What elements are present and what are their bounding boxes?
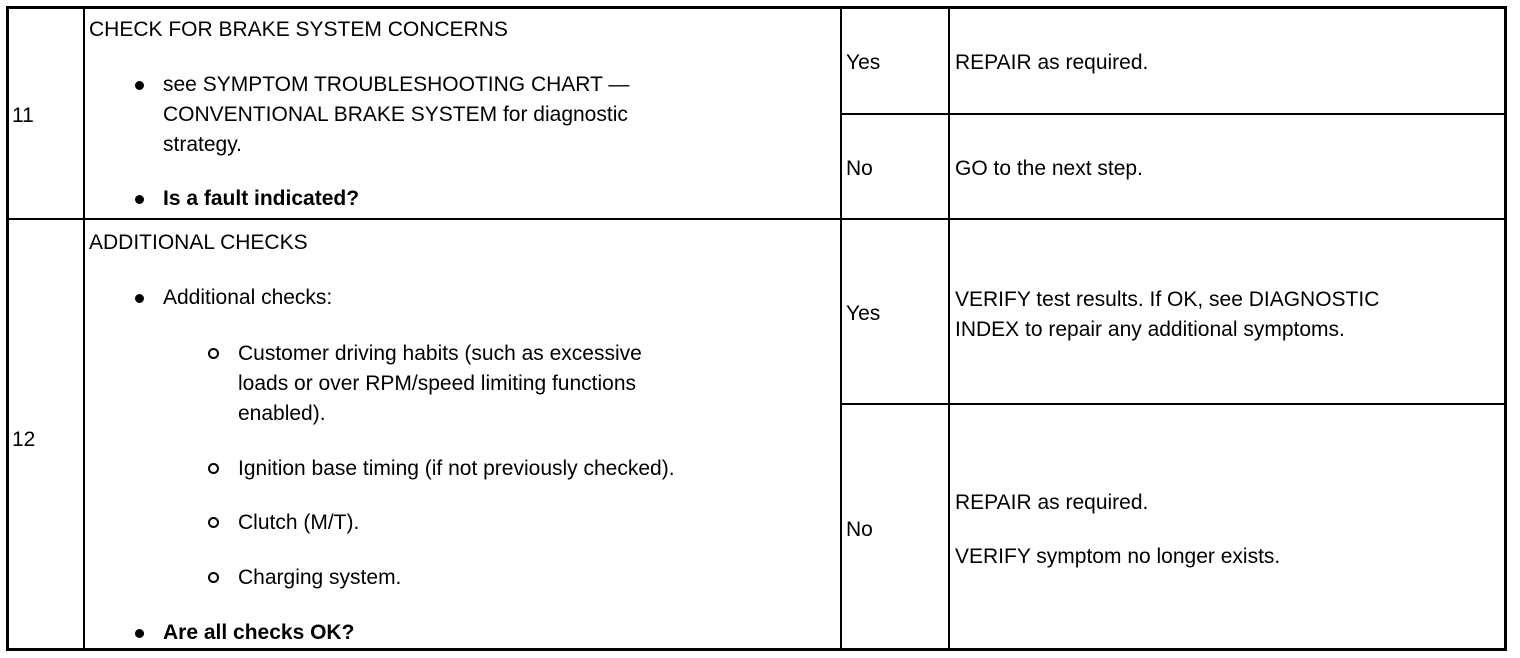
no-action: GO to the next step. [955, 157, 1143, 180]
column-divider-action [840, 9, 842, 648]
no-label: No [846, 518, 873, 541]
step-title: ADDITIONAL CHECKS [89, 231, 308, 254]
step-instruction: see SYMPTOM TROUBLESHOOTING CHART — [163, 73, 630, 96]
yes-action: INDEX to repair any additional symptoms. [955, 318, 1345, 341]
step-number: 12 [12, 428, 36, 451]
bullet-icon [135, 81, 144, 90]
yes-action: VERIFY test results. If OK, see DIAGNOSTIC [955, 288, 1380, 311]
sub-check-item: Customer driving habits (such as excessive [238, 342, 642, 365]
sub-check-item: Charging system. [238, 566, 402, 589]
yes-label: Yes [846, 302, 881, 325]
bullet-icon [135, 629, 144, 638]
bullet-icon [135, 195, 144, 204]
row-divider [9, 218, 1504, 220]
yes-label: Yes [846, 51, 881, 74]
step-number: 11 [12, 104, 34, 127]
bullet-icon [135, 294, 144, 303]
column-divider-step [83, 9, 85, 648]
sub-check-item: Clutch (M/T). [238, 511, 360, 534]
no-action: REPAIR as required. [955, 491, 1149, 514]
yes-no-divider-11 [840, 113, 1504, 115]
sub-bullet-icon [208, 517, 219, 528]
no-action: VERIFY symptom no longer exists. [955, 545, 1281, 568]
no-label: No [846, 157, 873, 180]
sub-check-item: loads or over RPM/speed limiting functions [238, 372, 637, 395]
step-question: Are all checks OK? [163, 621, 355, 644]
sub-bullet-icon [208, 572, 219, 583]
sub-bullet-icon [208, 463, 219, 474]
sub-bullet-icon [208, 348, 219, 359]
diagnostic-table [6, 6, 1507, 651]
yes-action: REPAIR as required. [955, 51, 1149, 74]
step-title: CHECK FOR BRAKE SYSTEM CONCERNS [89, 18, 508, 41]
step-instruction: strategy. [163, 133, 242, 156]
sub-check-item: Ignition base timing (if not previously checked). [238, 457, 675, 480]
step-question: Is a fault indicated? [163, 187, 360, 210]
step-instruction: Additional checks: [163, 286, 333, 309]
yes-no-divider-12 [840, 403, 1504, 405]
step-instruction: CONVENTIONAL BRAKE SYSTEM for diagnostic [163, 103, 628, 126]
column-divider-result [948, 9, 950, 648]
sub-check-item: enabled). [238, 402, 326, 425]
